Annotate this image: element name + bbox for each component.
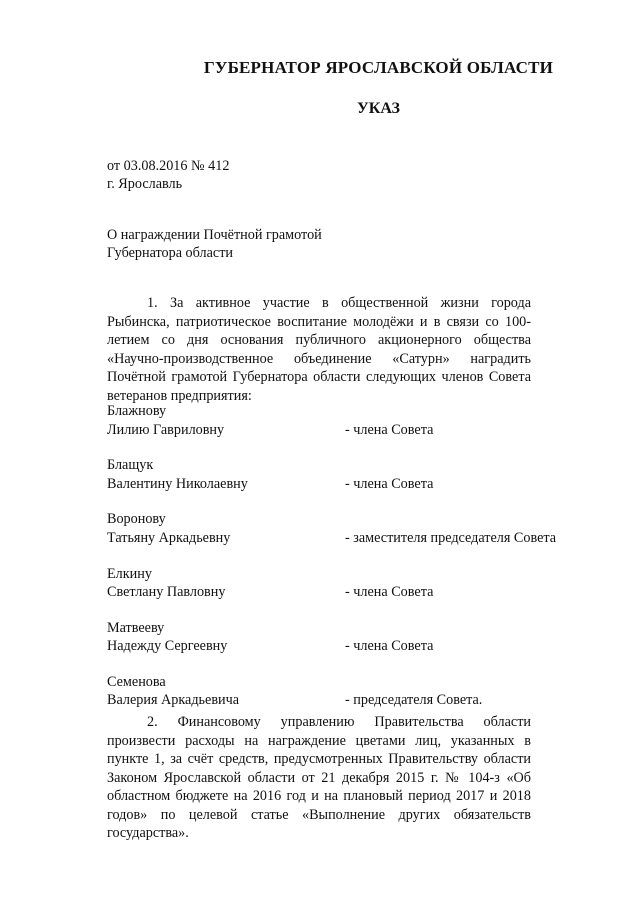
awardee-surname: Воронову: [107, 511, 166, 528]
subject-line-2: Губернатора области: [107, 245, 233, 261]
awardee-given-names: Надежду Сергеевну: [107, 638, 228, 655]
awardee-entry: [107, 456, 547, 510]
awardee-entry: [107, 510, 557, 564]
awardee-given-names: Валерия Аркадьевича: [107, 692, 240, 709]
awardee-list: [107, 402, 557, 727]
awardee-role: - заместителя председателя Совета: [345, 529, 557, 546]
document-meta: [107, 157, 229, 193]
awardee-surname: Блащук: [107, 457, 154, 474]
awardee-role: - члена Совета: [345, 475, 434, 492]
subject-line-1: О награждении Почётной грамотой: [107, 227, 322, 243]
awardee-given-names: Светлану Павловну: [107, 584, 226, 601]
awardee-given-names: Валентину Николаевну: [107, 475, 248, 492]
awardee-surname: Семенова: [107, 673, 166, 690]
paragraph-1: 1. За активное участие в общественной жизни города Рыбинска, патриотическое воспитание молодёжи и в связи со 100-летием со дня основания публичного акционерного общества «Научно-производственное объединение «Сатурн» наградить Почётной грамотой Губернатора области следующих членов Совета ветеранов предприятия:: [107, 295, 531, 404]
awardee-role: - председателя Совета.: [345, 692, 483, 709]
awardee-surname: Блажнову: [107, 403, 167, 419]
awardee-surname: Матвееву: [107, 619, 165, 636]
awardee-entry: [107, 402, 547, 456]
awardee-entry: [107, 619, 547, 673]
issue-city: г. Ярославль: [107, 176, 183, 192]
awardee-given-names: Татьяну Аркадьевну: [107, 529, 231, 546]
awardee-entry: [107, 565, 547, 619]
awardee-given-names: Лилию Гавриловну: [107, 421, 225, 438]
awardee-surname: Елкину: [107, 565, 152, 582]
awardee-role: - члена Совета: [345, 638, 434, 655]
awardee-role: - члена Совета: [345, 421, 434, 438]
document-subject: [107, 226, 407, 262]
paragraph-2: 2. Финансовому управлению Правительства области произвести расходы на награждение цветами лиц, указанных в пункте 1, за счёт средств, предусмотренных Правительству области Законом Ярославской области от 21 декабря 2015 г. № 104-з «Об областном бюджете на 2016 год и на плановый период 2017 и 2018 годов» по целевой статье «Выполнение других обязательств государства».: [107, 714, 531, 841]
document-type: УКАЗ: [357, 100, 400, 117]
awardee-role: - члена Совета: [345, 584, 434, 601]
date-and-number: от 03.08.2016 № 412: [107, 158, 230, 174]
issuing-authority: ГУБЕРНАТОР ЯРОСЛАВСКОЙ ОБЛАСТИ: [203, 58, 554, 77]
